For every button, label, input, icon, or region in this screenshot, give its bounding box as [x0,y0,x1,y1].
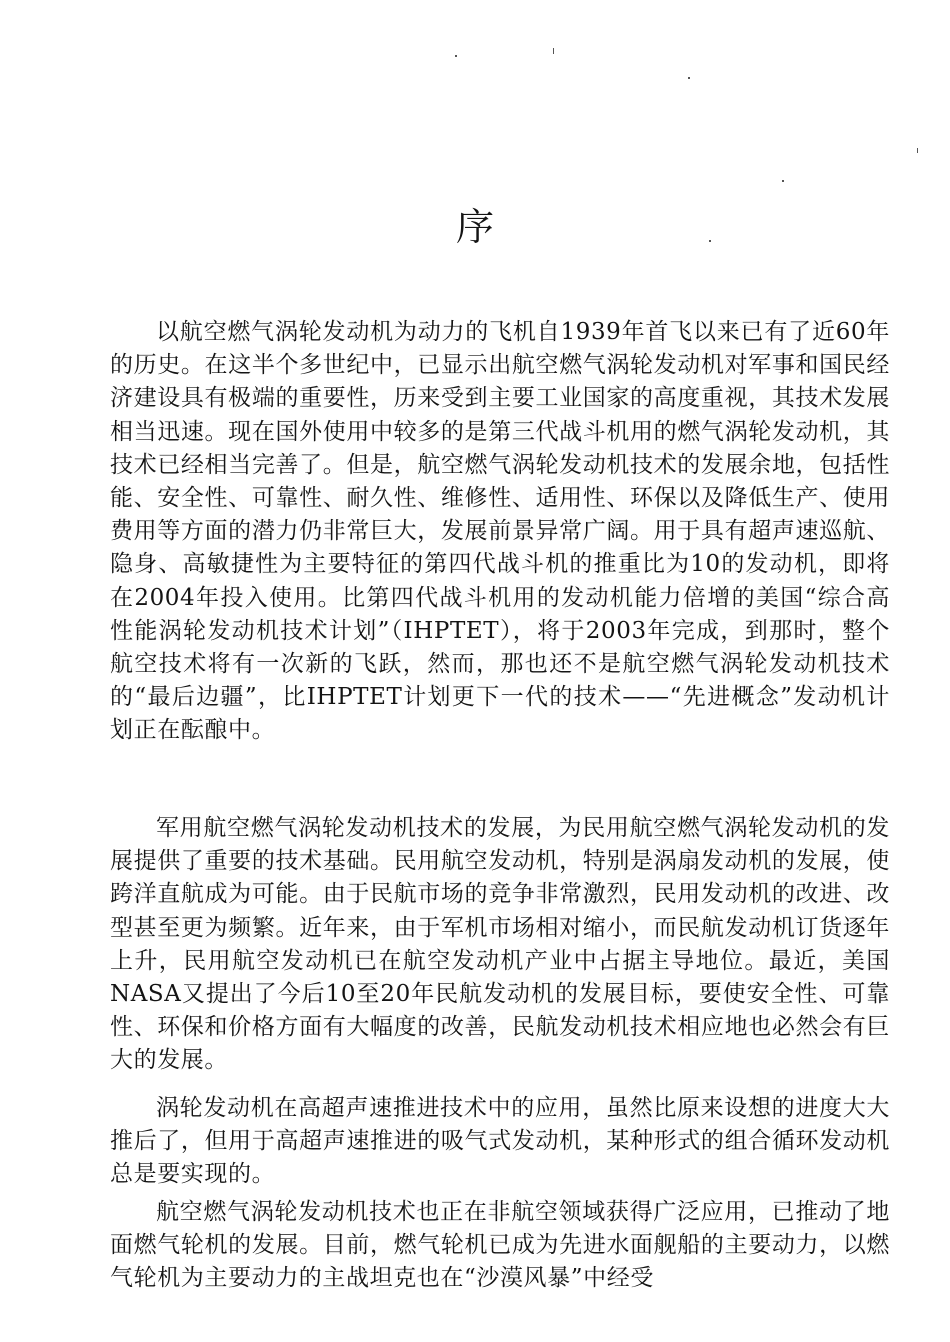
paragraph-2: 军用航空燃气涡轮发动机技术的发展，为民用航空燃气涡轮发动机的发展提供了重要的技术基础。民用航空发动机，特别是涡扇发动机的发展，使跨洋直航成为可能。由于民航市场的竞争非常激烈，民用发动机的改进、改型甚至更为频繁。近年来，由于军机市场相对缩小，而民航发动机订货逐年上升，民用航空发动机已在航空发动机产业中占据主导地位。最近，美国NASA又提出了今后10至20年民航发动机的发展目标，要使安全性、可靠性、环保和价格方面有大幅度的改善，民航发动机技术相应地也必然会有巨大的发展。 [110,815,890,1074]
scan-speck [553,48,554,54]
scan-speck [917,148,918,153]
scan-speck [709,240,711,242]
paragraph-4: 航空燃气涡轮发动机技术也正在非航空领域获得广泛应用，已推动了地面燃气轮机的发展。目前，燃气轮机已成为先进水面舰船的主要动力，以燃气轮机为主要动力的主战坦克也在“沙漠风暴”中经受 [110,1199,890,1292]
scan-speck [688,77,690,79]
paragraph-1: 以航空燃气涡轮发动机为动力的飞机自1939年首飞以来已有了近60年的历史。在这半个多世纪中，已显示出航空燃气涡轮发动机对军事和国民经济建设具有极端的重要性，历来受到主要工业国家的高度重视，其技术发展相当迅速。现在国外使用中较多的是第三代战斗机用的燃气涡轮发动机，其技术已经相当完善了。但是，航空燃气涡轮发动机技术的发展余地，包括性能、安全性、可靠性、耐久性、维修性、适用性、环保以及降低生产、使用费用等方面的潜力仍非常巨大，发展前景异常广阔。用于具有超声速巡航、隐身、高敏捷性为主要特征的第四代战斗机的推重比为10的发动机，即将在2004年投入使用。比第四代战斗机用的发动机能力倍增的美国“综合高性能涡轮发动机技术计划”（IHPTET），将于2003年完成，到那时，整个航空技术将有一次新的飞跃，然而，那也还不是航空燃气涡轮发动机技术的“最后边疆”，比IHPTET计划更下一代的技术——“先进概念”发动机计划正在酝酿中。 [110,319,890,744]
scan-speck [782,180,784,182]
preface-title: 序 [455,205,494,249]
paragraph-3: 涡轮发动机在高超声速推进技术中的应用，虽然比原来设想的进度大大推后了，但用于高超声速推进的吸气式发动机，某种形式的组合循环发动机总是要实现的。 [110,1095,890,1188]
scan-speck [455,55,457,57]
